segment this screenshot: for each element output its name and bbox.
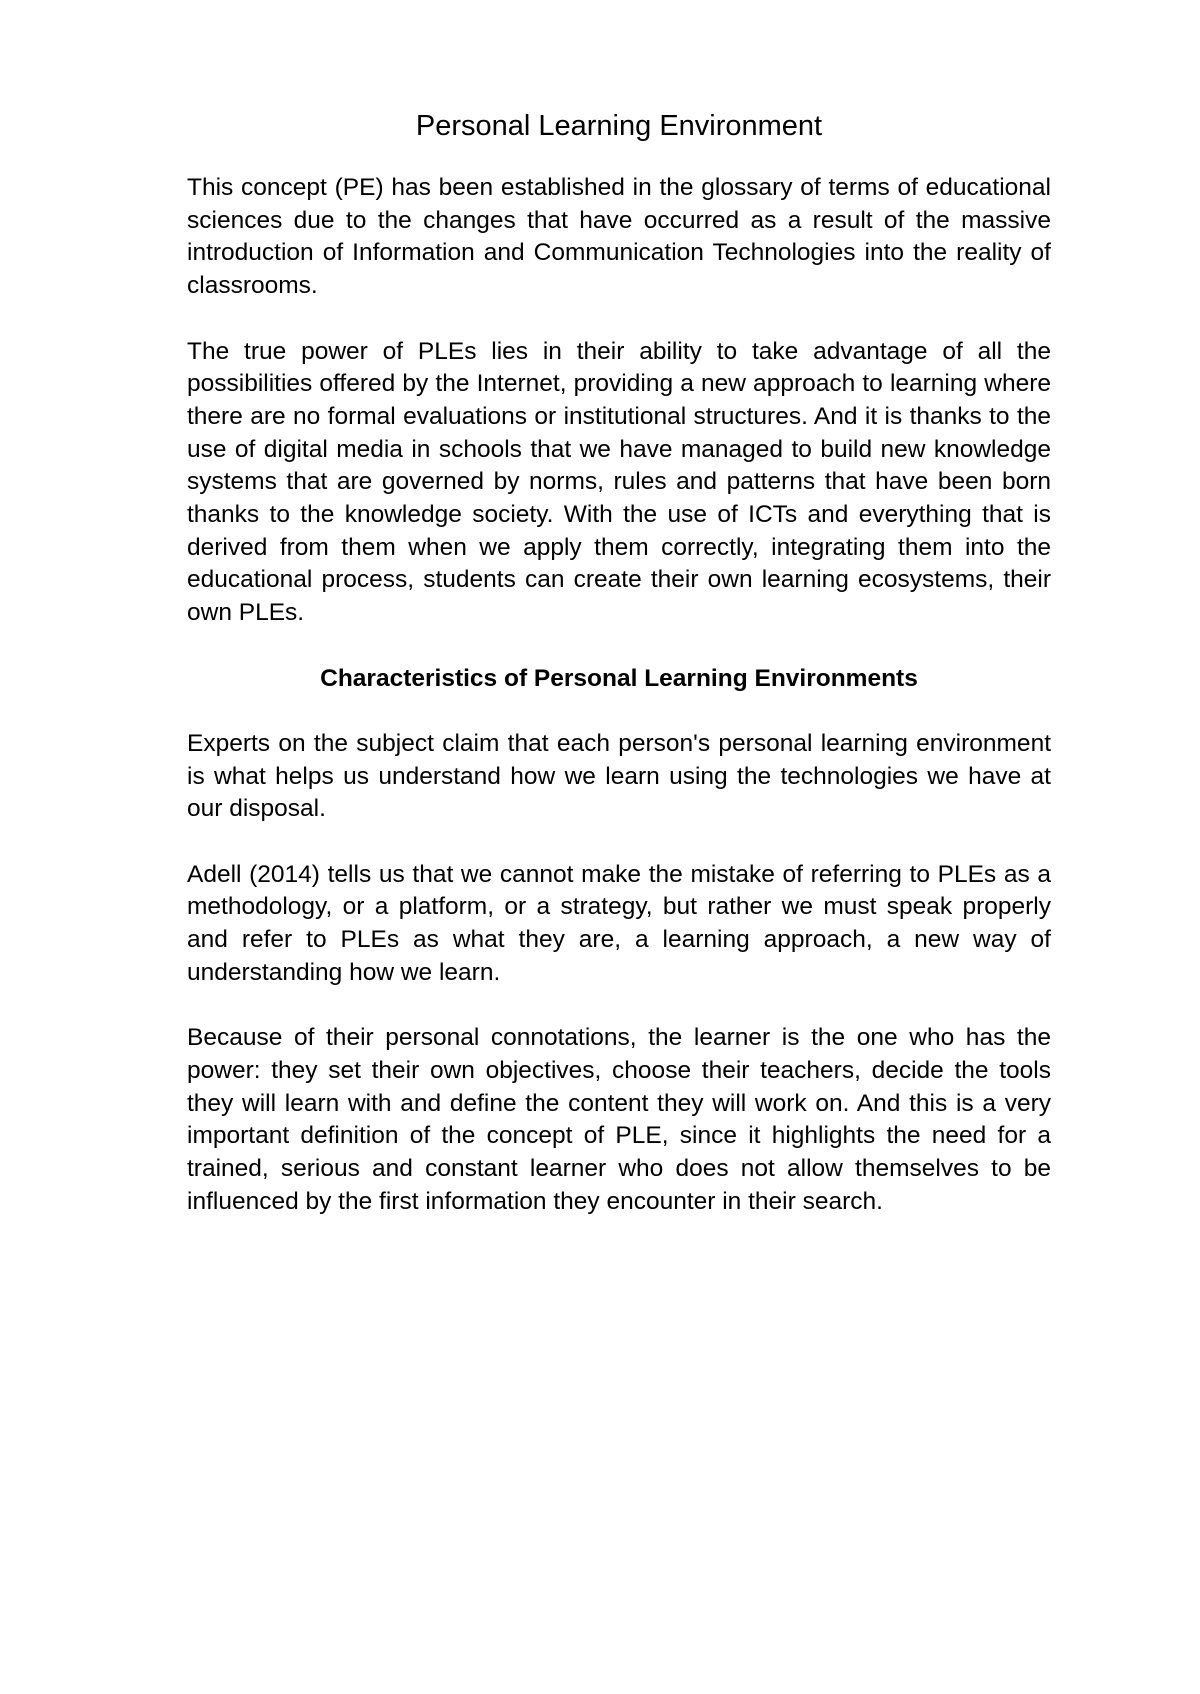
section-paragraph-3: Because of their personal connotations, the learner is the one who has the power: they set their own objectives, choose their teachers, decide the tools they will learn with and define the content they will work on. And this is a very important definition of the concept of PLE, since it highlights the need for a trained, serious and constant learner who does not allow themselves to be influenced by the first information they encounter in their search. — [187, 1024, 1051, 1215]
section-paragraph-1: Experts on the subject claim that each person's personal learning environment is what helps us understand how we learn using the technologies we have at our disposal. — [187, 729, 1051, 823]
document-title: Personal Learning Environment — [415, 110, 823, 142]
intro-paragraph-2: The true power of PLEs lies in their ability to take advantage of all the possibilities offered by the Internet, providing a new approach to learning where there are no formal evaluations or institutional structures. And it is thanks to the use of digital media in schools that we have managed to build new knowledge systems that are governed by norms, rules and patterns that have been born thanks to the knowledge society. With the use of ICTs and everything that is derived from them when we apply them correctly, integrating them into the educational process, students can create their own learning ecosystems, their own PLEs. — [187, 337, 1051, 627]
section-paragraph-2: Adell (2014) tells us that we cannot make the mistake of referring to PLEs as a methodology, or a platform, or a strategy, but rather we must speak properly and refer to PLEs as what they are, a learning approach, a new way of understanding how we learn. — [187, 860, 1051, 986]
section-heading: Characteristics of Personal Learning Environments — [320, 664, 918, 692]
intro-paragraph-1: This concept (PE) has been established in the glossary of terms of educational sciences due to the changes that have occurred as a result of the massive introduction of Information and Communication Technologies into the reality of classrooms. — [187, 174, 1051, 300]
